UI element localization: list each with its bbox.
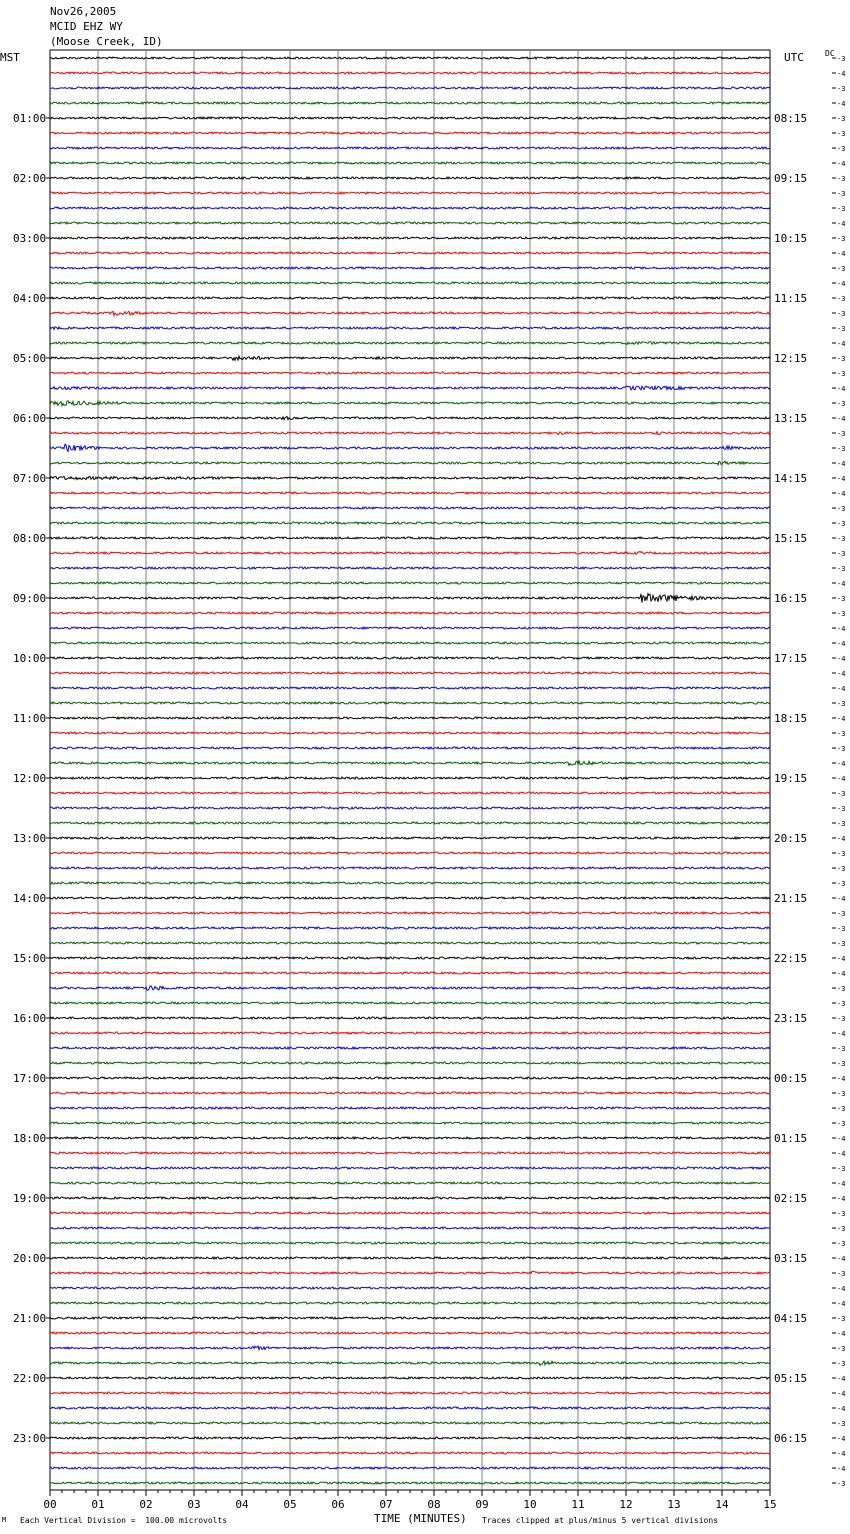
dc-offset-label: -4 bbox=[837, 1375, 846, 1383]
dc-offset-label: -4 bbox=[837, 1135, 846, 1143]
dc-offset-label: -4 bbox=[837, 475, 846, 483]
dc-offset-label: -4 bbox=[837, 670, 846, 678]
dc-offset-label: -3 bbox=[837, 805, 846, 813]
utc-hour-label: 18:15 bbox=[774, 712, 808, 725]
utc-hour-label: 13:15 bbox=[774, 412, 808, 425]
dc-offset-label: -4 bbox=[837, 70, 846, 78]
dc-offset-label: -4 bbox=[837, 760, 846, 768]
dc-offset-label: -4 bbox=[837, 1405, 846, 1413]
x-tick-label: 07 bbox=[379, 1498, 393, 1511]
location-label: (Moose Creek, ID) bbox=[50, 35, 163, 48]
trace-28 bbox=[50, 477, 770, 480]
dc-offset-label: -3 bbox=[837, 1480, 846, 1488]
dc-offset-label: -4 bbox=[837, 775, 846, 783]
trace-52 bbox=[50, 837, 770, 839]
trace-73 bbox=[50, 1152, 770, 1154]
dc-offset-label: -3 bbox=[837, 700, 846, 708]
trace-55 bbox=[50, 882, 770, 884]
mst-hour-label: 16:00 bbox=[13, 1012, 47, 1025]
dc-offset-label: -3 bbox=[837, 1225, 846, 1233]
trace-40 bbox=[50, 657, 770, 659]
mst-hour-label: 08:00 bbox=[13, 532, 47, 545]
utc-hour-label: 09:15 bbox=[774, 172, 808, 185]
trace-14 bbox=[50, 267, 770, 269]
trace-36 bbox=[50, 594, 770, 603]
trace-39 bbox=[50, 642, 770, 644]
dc-offset-label: -4 bbox=[837, 1285, 846, 1293]
dc-offset-label: -4 bbox=[837, 655, 846, 663]
trace-69 bbox=[50, 1092, 770, 1094]
dc-offset-label: -3 bbox=[837, 850, 846, 858]
trace-20 bbox=[50, 356, 770, 360]
dc-offset-label: -4 bbox=[837, 1435, 846, 1443]
dc-offset-label: -3 bbox=[837, 1210, 846, 1218]
trace-46 bbox=[50, 747, 770, 749]
dc-offset-label: -4 bbox=[837, 1300, 846, 1308]
dc-offset-label: -3 bbox=[837, 205, 846, 213]
x-tick-label: 04 bbox=[235, 1498, 249, 1511]
mst-hour-label: 20:00 bbox=[13, 1252, 47, 1265]
trace-59 bbox=[50, 942, 770, 944]
trace-10 bbox=[50, 207, 770, 209]
dc-offset-label: -3 bbox=[837, 55, 846, 63]
trace-54 bbox=[50, 867, 770, 869]
dc-offset-label: -3 bbox=[837, 910, 846, 918]
trace-70 bbox=[50, 1107, 770, 1109]
dc-offset-label: -4 bbox=[837, 1450, 846, 1458]
trace-88 bbox=[50, 1377, 770, 1379]
dc-offset-label: -3 bbox=[837, 1315, 846, 1323]
mst-hour-label: 07:00 bbox=[13, 472, 47, 485]
trace-91 bbox=[50, 1422, 770, 1424]
trace-62 bbox=[50, 986, 770, 990]
utc-hour-label: 10:15 bbox=[774, 232, 808, 245]
trace-8 bbox=[50, 177, 770, 179]
dc-offset-label: -4 bbox=[837, 460, 846, 468]
dc-offset-label: -4 bbox=[837, 160, 846, 168]
trace-82 bbox=[50, 1287, 770, 1289]
dc-offset-label: -3 bbox=[837, 535, 846, 543]
mst-hour-label: 13:00 bbox=[13, 832, 47, 845]
trace-48 bbox=[50, 777, 770, 779]
mst-hour-label: 15:00 bbox=[13, 952, 47, 965]
date-label: Nov26,2005 bbox=[50, 5, 117, 18]
utc-hour-label: 02:15 bbox=[774, 1192, 808, 1205]
dc-offset-label: -3 bbox=[837, 370, 846, 378]
dc-offset-label: -3 bbox=[837, 1045, 846, 1053]
trace-26 bbox=[50, 444, 770, 451]
utc-hour-label: 01:15 bbox=[774, 1132, 808, 1145]
trace-78 bbox=[50, 1227, 770, 1229]
dc-offset-label: -3 bbox=[837, 1360, 846, 1368]
corner-mark: M bbox=[2, 1516, 7, 1524]
right-timezone-label: UTC bbox=[784, 51, 804, 64]
trace-31 bbox=[50, 522, 770, 524]
x-tick-label: 02 bbox=[139, 1498, 153, 1511]
utc-hour-label: 11:15 bbox=[774, 292, 808, 305]
x-tick-label: 11 bbox=[571, 1498, 585, 1511]
dc-offset-label: -3 bbox=[837, 1120, 846, 1128]
dc-offset-label: -4 bbox=[837, 280, 846, 288]
mst-hour-label: 06:00 bbox=[13, 412, 47, 425]
trace-0 bbox=[50, 57, 770, 59]
trace-72 bbox=[50, 1137, 770, 1139]
x-tick-label: 12 bbox=[619, 1498, 633, 1511]
utc-hour-label: 17:15 bbox=[774, 652, 808, 665]
trace-75 bbox=[50, 1182, 770, 1184]
trace-7 bbox=[50, 162, 770, 164]
dc-offset-label: -4 bbox=[837, 640, 846, 648]
trace-12 bbox=[50, 237, 770, 239]
trace-27 bbox=[50, 461, 770, 465]
trace-90 bbox=[50, 1407, 770, 1409]
mst-hour-label: 01:00 bbox=[13, 112, 47, 125]
trace-80 bbox=[50, 1257, 770, 1259]
trace-85 bbox=[50, 1332, 770, 1334]
utc-hour-label: 14:15 bbox=[774, 472, 808, 485]
dc-offset-label: -4 bbox=[837, 220, 846, 228]
trace-3 bbox=[50, 102, 770, 104]
dc-offset-labels bbox=[832, 55, 845, 1488]
trace-51 bbox=[50, 822, 770, 824]
trace-74 bbox=[50, 1167, 770, 1169]
dc-offset-label: -4 bbox=[837, 895, 846, 903]
trace-84 bbox=[50, 1317, 770, 1319]
trace-37 bbox=[50, 612, 770, 614]
x-tick-label: 13 bbox=[667, 1498, 681, 1511]
dc-offset-label: -3 bbox=[837, 1000, 846, 1008]
trace-16 bbox=[50, 297, 770, 299]
trace-45 bbox=[50, 732, 770, 734]
trace-43 bbox=[50, 702, 770, 704]
mst-hour-label: 02:00 bbox=[13, 172, 47, 185]
dc-offset-label: -3 bbox=[837, 925, 846, 933]
dc-offset-label: -4 bbox=[837, 1390, 846, 1398]
dc-offset-label: -3 bbox=[837, 175, 846, 183]
dc-offset-label: -3 bbox=[837, 820, 846, 828]
dc-offset-label: -3 bbox=[837, 310, 846, 318]
dc-offset-label: -4 bbox=[837, 1180, 846, 1188]
dc-offset-label: -3 bbox=[837, 790, 846, 798]
dc-offset-label: -3 bbox=[837, 745, 846, 753]
utc-hour-label: 15:15 bbox=[774, 532, 808, 545]
dc-offset-label: -4 bbox=[837, 100, 846, 108]
dc-offset-label: -3 bbox=[837, 1270, 846, 1278]
mst-hour-label: 18:00 bbox=[13, 1132, 47, 1145]
trace-15 bbox=[50, 282, 770, 284]
dc-offset-label: -3 bbox=[837, 430, 846, 438]
trace-50 bbox=[50, 807, 770, 809]
utc-hour-label: 22:15 bbox=[774, 952, 808, 965]
dc-offset-label: -3 bbox=[837, 190, 846, 198]
dc-offset-label: -3 bbox=[837, 355, 846, 363]
seismic-traces bbox=[50, 57, 770, 1484]
x-tick-label: 09 bbox=[475, 1498, 489, 1511]
trace-57 bbox=[50, 912, 770, 914]
trace-4 bbox=[50, 117, 770, 119]
dc-offset-label: -3 bbox=[837, 595, 846, 603]
trace-61 bbox=[50, 972, 770, 974]
trace-63 bbox=[50, 1002, 770, 1004]
trace-38 bbox=[50, 627, 770, 629]
trace-11 bbox=[50, 222, 770, 224]
utc-hour-label: 21:15 bbox=[774, 892, 808, 905]
dc-offset-label: -3 bbox=[837, 145, 846, 153]
dc-offset-label: -3 bbox=[837, 985, 846, 993]
trace-47 bbox=[50, 761, 770, 765]
trace-25 bbox=[50, 432, 770, 435]
trace-9 bbox=[50, 192, 770, 194]
x-tick-label: 06 bbox=[331, 1498, 345, 1511]
trace-13 bbox=[50, 252, 770, 254]
dc-offset-label: -3 bbox=[837, 1345, 846, 1353]
x-tick-label: 15 bbox=[763, 1498, 777, 1511]
trace-71 bbox=[50, 1122, 770, 1124]
dc-offset-label: -4 bbox=[837, 385, 846, 393]
dc-offset-label: -4 bbox=[837, 835, 846, 843]
trace-93 bbox=[50, 1452, 770, 1454]
trace-67 bbox=[50, 1062, 770, 1064]
utc-hour-label: 00:15 bbox=[774, 1072, 808, 1085]
dc-offset-label: -3 bbox=[837, 550, 846, 558]
dc-offset-label: -3 bbox=[837, 1165, 846, 1173]
dc-offset-label: -3 bbox=[837, 85, 846, 93]
trace-87 bbox=[50, 1361, 770, 1365]
mst-hour-label: 17:00 bbox=[13, 1072, 47, 1085]
trace-1 bbox=[50, 72, 770, 74]
dc-offset-label: -4 bbox=[837, 685, 846, 693]
trace-23 bbox=[50, 401, 770, 406]
trace-17 bbox=[50, 311, 770, 315]
trace-81 bbox=[50, 1271, 770, 1274]
dc-offset-label: -4 bbox=[837, 1150, 846, 1158]
dc-offset-label: -4 bbox=[837, 415, 846, 423]
mst-hour-labels bbox=[13, 112, 50, 1445]
utc-hour-label: 19:15 bbox=[774, 772, 808, 785]
trace-53 bbox=[50, 852, 770, 854]
utc-hour-label: 04:15 bbox=[774, 1312, 808, 1325]
utc-hour-label: 06:15 bbox=[774, 1432, 808, 1445]
dc-offset-label: -3 bbox=[837, 1090, 846, 1098]
trace-34 bbox=[50, 567, 770, 569]
trace-21 bbox=[50, 372, 770, 374]
dc-offset-label: -4 bbox=[837, 340, 846, 348]
trace-83 bbox=[50, 1302, 770, 1304]
trace-44 bbox=[50, 717, 770, 719]
left-timezone-label: MST bbox=[0, 51, 20, 64]
mst-hour-label: 03:00 bbox=[13, 232, 47, 245]
trace-30 bbox=[50, 507, 770, 509]
dc-offset-label: -4 bbox=[837, 955, 846, 963]
dc-offset-label: -3 bbox=[837, 565, 846, 573]
trace-24 bbox=[50, 416, 770, 419]
utc-hour-label: 05:15 bbox=[774, 1372, 808, 1385]
trace-42 bbox=[50, 687, 770, 689]
mst-hour-label: 21:00 bbox=[13, 1312, 47, 1325]
x-tick-label: 01 bbox=[91, 1498, 105, 1511]
dc-offset-label: -3 bbox=[837, 1240, 846, 1248]
dc-offset-label: -3 bbox=[837, 1105, 846, 1113]
trace-58 bbox=[50, 927, 770, 929]
dc-offset-label: -4 bbox=[837, 1255, 846, 1263]
mst-hour-label: 10:00 bbox=[13, 652, 47, 665]
x-axis-ticks bbox=[43, 1490, 776, 1511]
trace-49 bbox=[50, 792, 770, 794]
dc-offset-label: -3 bbox=[837, 1420, 846, 1428]
mst-hour-label: 12:00 bbox=[13, 772, 47, 785]
dc-offset-label: -4 bbox=[837, 1075, 846, 1083]
dc-offset-label: -4 bbox=[837, 970, 846, 978]
dc-offset-label: -4 bbox=[837, 1465, 846, 1473]
trace-41 bbox=[50, 672, 770, 674]
dc-offset-label: -3 bbox=[837, 325, 846, 333]
utc-hour-label: 03:15 bbox=[774, 1252, 808, 1265]
scale-note: Each Vertical Division = 100.00 microvolts bbox=[20, 1516, 228, 1525]
utc-hour-label: 08:15 bbox=[774, 112, 808, 125]
trace-79 bbox=[50, 1242, 770, 1244]
mst-hour-label: 19:00 bbox=[13, 1192, 47, 1205]
mst-hour-label: 11:00 bbox=[13, 712, 47, 725]
trace-77 bbox=[50, 1212, 770, 1214]
trace-35 bbox=[50, 582, 770, 584]
dc-offset-label: -4 bbox=[837, 490, 846, 498]
dc-offset-label: -3 bbox=[837, 520, 846, 528]
dc-offset-label: -3 bbox=[837, 940, 846, 948]
dc-offset-label: -3 bbox=[837, 295, 846, 303]
trace-32 bbox=[50, 537, 770, 539]
trace-33 bbox=[50, 552, 770, 555]
trace-5 bbox=[50, 132, 770, 134]
trace-56 bbox=[50, 897, 770, 899]
trace-92 bbox=[50, 1437, 770, 1439]
trace-95 bbox=[50, 1482, 770, 1484]
mst-hour-label: 09:00 bbox=[13, 592, 47, 605]
x-tick-label: 10 bbox=[523, 1498, 537, 1511]
mst-hour-label: 22:00 bbox=[13, 1372, 47, 1385]
x-tick-label: 03 bbox=[187, 1498, 201, 1511]
trace-94 bbox=[50, 1467, 770, 1469]
utc-hour-labels bbox=[774, 112, 807, 1445]
mst-hour-label: 14:00 bbox=[13, 892, 47, 905]
dc-offset-label: -3 bbox=[837, 445, 846, 453]
dc-offset-label: -3 bbox=[837, 400, 846, 408]
trace-2 bbox=[50, 87, 770, 89]
trace-64 bbox=[50, 1017, 770, 1019]
trace-89 bbox=[50, 1392, 770, 1394]
trace-6 bbox=[50, 147, 770, 149]
trace-22 bbox=[50, 386, 770, 390]
dc-offset-label: -3 bbox=[837, 1060, 846, 1068]
dc-offset-label: -3 bbox=[837, 130, 846, 138]
dc-label: DC bbox=[825, 49, 835, 58]
x-tick-label: 05 bbox=[283, 1498, 297, 1511]
dc-offset-label: -4 bbox=[837, 580, 846, 588]
trace-65 bbox=[50, 1032, 770, 1034]
mst-hour-label: 05:00 bbox=[13, 352, 47, 365]
utc-hour-label: 12:15 bbox=[774, 352, 808, 365]
trace-86 bbox=[50, 1346, 770, 1350]
x-tick-label: 08 bbox=[427, 1498, 441, 1511]
dc-offset-label: -3 bbox=[837, 610, 846, 618]
utc-hour-label: 23:15 bbox=[774, 1012, 808, 1025]
dc-offset-label: -3 bbox=[837, 235, 846, 243]
dc-offset-label: -3 bbox=[837, 1015, 846, 1023]
trace-18 bbox=[50, 327, 770, 330]
mst-hour-label: 23:00 bbox=[13, 1432, 47, 1445]
dc-offset-label: -4 bbox=[837, 1330, 846, 1338]
dc-offset-label: -3 bbox=[837, 265, 846, 273]
mst-hour-label: 04:00 bbox=[13, 292, 47, 305]
clip-note: Traces clipped at plus/minus 5 vertical divisions bbox=[482, 1516, 719, 1525]
dc-offset-label: -4 bbox=[837, 1195, 846, 1203]
dc-offset-label: -3 bbox=[837, 880, 846, 888]
dc-offset-label: -3 bbox=[837, 115, 846, 123]
trace-76 bbox=[50, 1197, 770, 1199]
trace-60 bbox=[50, 957, 770, 959]
dc-offset-label: -3 bbox=[837, 505, 846, 513]
station-label: MCID EHZ WY bbox=[50, 20, 123, 33]
dc-offset-label: -3 bbox=[837, 730, 846, 738]
trace-66 bbox=[50, 1047, 770, 1049]
trace-19 bbox=[50, 342, 770, 345]
x-tick-label: 00 bbox=[43, 1498, 57, 1511]
x-axis-title: TIME (MINUTES) bbox=[374, 1512, 467, 1525]
dc-offset-label: -4 bbox=[837, 715, 846, 723]
utc-hour-label: 20:15 bbox=[774, 832, 808, 845]
trace-29 bbox=[50, 492, 770, 494]
trace-68 bbox=[50, 1077, 770, 1079]
dc-offset-label: -4 bbox=[837, 1030, 846, 1038]
utc-hour-label: 16:15 bbox=[774, 592, 808, 605]
dc-offset-label: -4 bbox=[837, 250, 846, 258]
dc-offset-label: -3 bbox=[837, 865, 846, 873]
dc-offset-label: -4 bbox=[837, 625, 846, 633]
x-tick-label: 14 bbox=[715, 1498, 729, 1511]
